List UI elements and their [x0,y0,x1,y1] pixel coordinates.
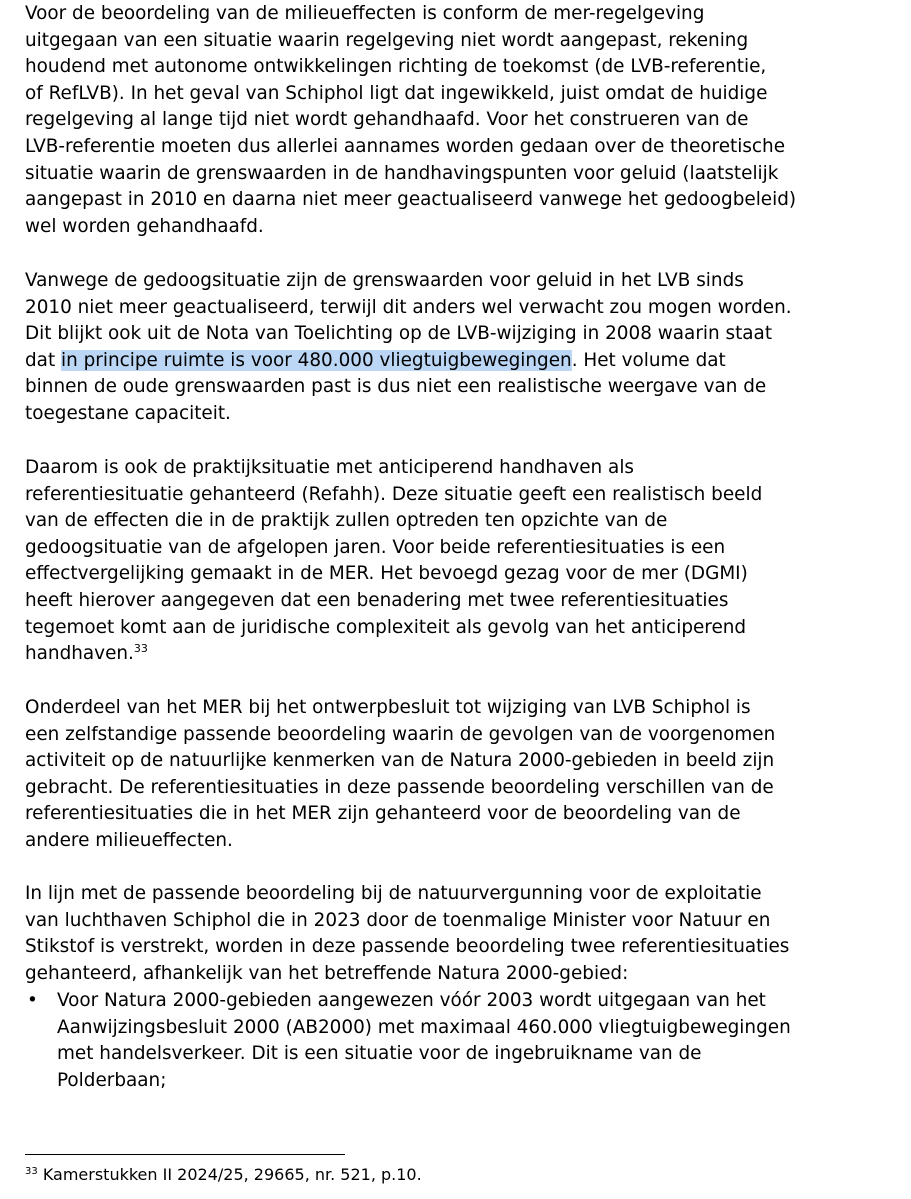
text-line: In lijn met de passende beoordeling bij de natuurvergunning voor de exploitatie [25,883,762,904]
text-line: van de effecten die in de praktijk zullen optreden ten opzichte van de [25,510,668,532]
text-line: Voor de beoordeling van de milieueffecten is conform de mer-regelgeving [25,3,705,24]
text-line: Stikstof is verstrekt, worden in deze passende beoordeling twee referentiesituaties [25,936,790,958]
footnote-text: Kamerstukken II 2024/25, 29665, nr. 521, p.10. [37,1165,422,1184]
text-line-with-selection [25,348,792,375]
text-line: met handelsverkeer. Dit is een situatie voor de ingebruikname van de [57,1043,702,1065]
paragraph-passende-beoordeling [25,695,775,855]
paragraph-praktijksituatie [25,455,762,668]
text-segment: . Het volume dat [571,349,726,371]
footnote-number: 33 [25,1166,38,1177]
text-segment: handhaven. [25,643,134,665]
text-line: Aanwijzingsbesluit 2000 (AB2000) met maximaal 460.000 vliegtuigbewegingen [57,1016,791,1038]
text-line: Daarom is ook de praktijksituatie met anticiperend handhaven als [25,457,635,478]
text-line: uitgegaan van een situatie waarin regelgeving niet wordt aangepast, rekening [25,29,749,51]
text-line: gebracht. De referentiesituaties in deze passende beoordeling verschillen van de [25,776,774,798]
text-line: een zelfstandige passende beoordeling waarin de gevolgen van de voorgenomen [25,723,776,745]
text-line [25,641,762,668]
footnote-reference[interactable]: 33 [133,642,148,656]
text-line: van luchthaven Schiphol die in 2023 door de toenmalige Minister voor Natuur en [25,909,771,931]
text-line: Dit blijkt ook uit de Nota van Toelichting op de LVB-wijziging in 2008 waarin staat [25,323,773,345]
paragraph-gedoogsituatie [25,268,792,428]
text-line: tegemoet komt aan de juridische complexiteit als gevolg van het anticiperend [25,616,747,638]
paragraph-natuurvergunning [25,881,789,987]
text-line: Onderdeel van het MER bij het ontwerpbesluit tot wijziging van LVB Schiphol is [25,697,751,718]
text-line: Voor Natura 2000-gebieden aangewezen vóór 2003 wordt uitgegaan van het [57,990,766,1011]
selected-text-highlight[interactable]: in principe ruimte is voor 480.000 vliegtuigbewegingen [61,349,572,371]
text-line: regelgeving al lange tijd niet wordt gehandhaafd. Voor het construeren van de [25,109,749,131]
text-line: LVB-referentie moeten dus allerlei aannames worden gedaan over de theoretische [25,135,786,157]
text-line: of RefLVB). In het geval van Schiphol ligt dat ingewikkeld, juist omdat de huidige [25,82,768,104]
text-line: Polderbaan; [57,1069,167,1091]
text-line: toegestane capaciteit. [25,402,231,424]
text-line: aangepast in 2010 en daarna niet meer geactualiseerd vanwege het gedoogbeleid) [25,189,797,211]
text-line: gehanteerd, afhankelijk van het betreffende Natura 2000-gebied: [25,962,629,984]
text-line: effectvergelijking gemaakt in de MER. Het bevoegd gezag voor de mer (DGMI) [25,563,748,585]
list-item [25,988,905,1094]
text-line: situatie waarin de grenswaarden in de handhavingspunten voor geluid (laatstelijk [25,162,779,184]
bullet-list [25,988,905,1094]
text-line: gedoogsituatie van de afgelopen jaren. Voor beide referentiesituaties is een [25,536,726,558]
footnote-divider [25,1154,345,1155]
text-line: andere milieueffecten. [25,829,233,851]
text-line: referentiesituatie gehanteerd (Refahh). Deze situatie geeft een realistisch beeld [25,483,763,505]
text-line: houdend met autonome ontwikkelingen richting de toekomst (de LVB-referentie, [25,56,767,78]
text-line: Vanwege de gedoogsituatie zijn de grenswaarden voor geluid in het LVB sinds [25,270,744,291]
text-line: wel worden gehandhaafd. [25,215,264,237]
paragraph-mer-regelgeving [25,1,796,240]
text-line: referentiesituaties die in het MER zijn gehanteerd voor de beoordeling van de [25,803,741,825]
text-line: binnen de oude grenswaarden past is dus niet een realistische weergave van de [25,376,767,398]
text-line: activiteit op de natuurlijke kenmerken van de Natura 2000-gebieden in beeld zijn [25,750,775,772]
text-line: heeft hierover aangegeven dat een benadering met twee referentiesituaties [25,589,729,611]
text-line: 2010 niet meer geactualiseerd, terwijl dit anders wel verwacht zou mogen worden. [25,296,792,318]
text-segment: dat [25,349,62,371]
footnote [25,1163,422,1187]
bullet-icon: • [27,990,38,1011]
